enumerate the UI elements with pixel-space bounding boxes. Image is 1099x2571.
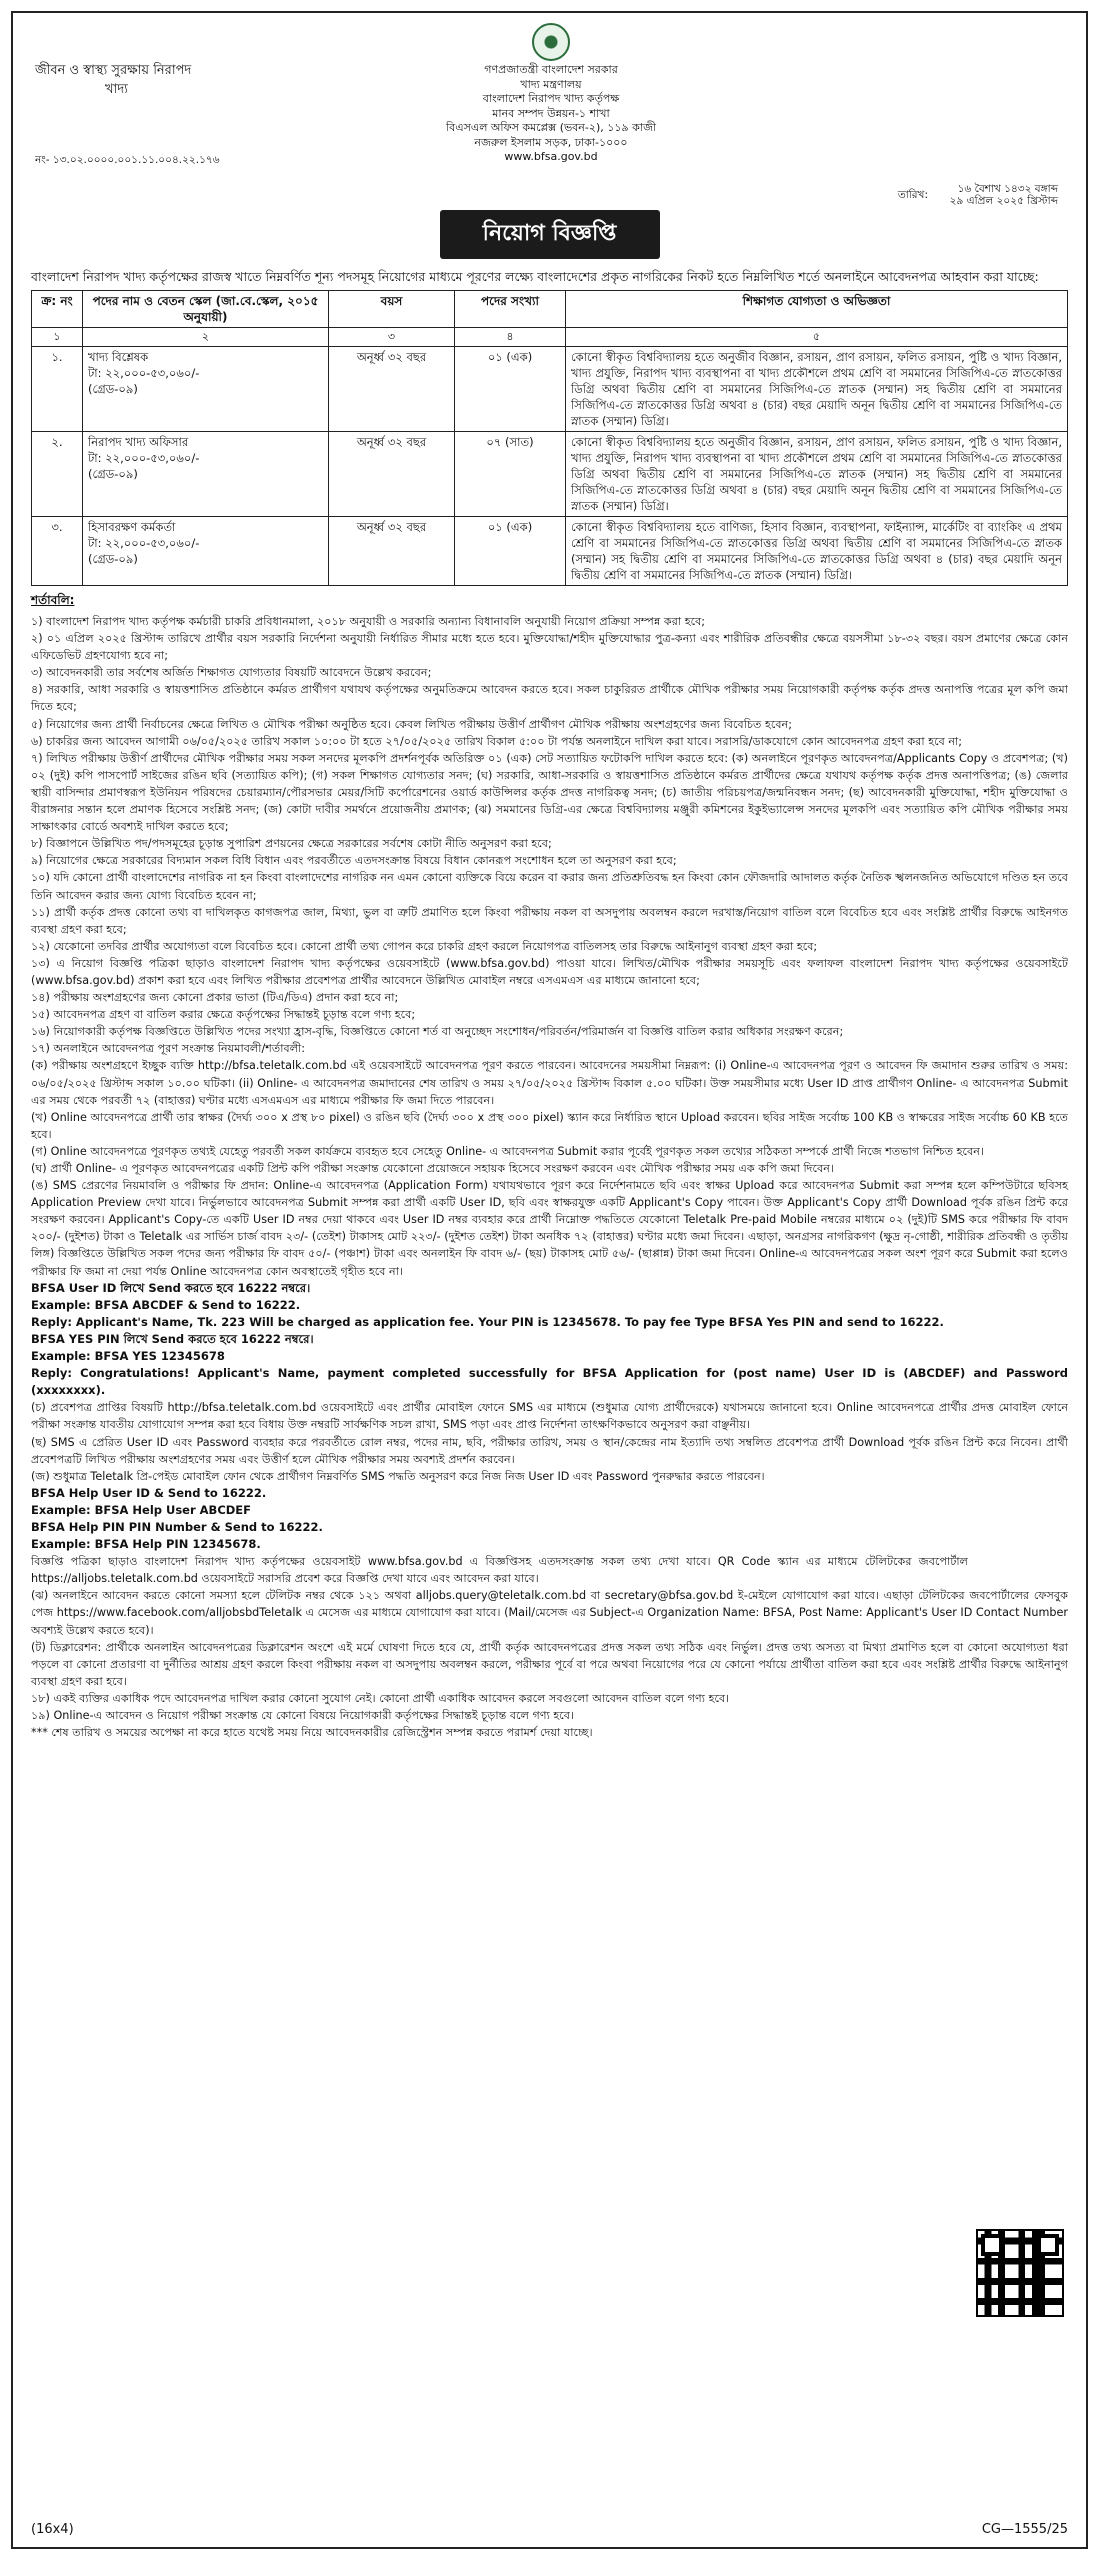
memo-number: নং- ১৩.০২.০০০০.০০১.১১.০০৪.২২.১৭৬ — [35, 154, 220, 166]
col-age: বয়স — [329, 291, 455, 328]
ministry-name: খাদ্য মন্ত্রণালয় — [520, 77, 582, 91]
qualification-cell: কোনো স্বীকৃত বিশ্ববিদ্যালয় হতে অনুজীব বিজ্ঞান, রসায়ন, প্রাণ রসায়ন, ফলিত রসায়ন, পুষ্টি ও খাদ্য বিজ্ঞান, খাদ্য প্রযুক্তি, নিরাপদ খাদ্য ব্যবস্থাপনা বা খাদ্য প্রকৌশলে প্রথম শ্রেণি বা সমমানের সিজিপিএ-তে স্নাতকোত্তর ডিগ্রি অথবা দ্বিতীয় শ্রেণি বা সমমানের সিজিপিএ-তে স্নাতক (সম্মান) সহ দ্বিতীয় শ্রেণি বা সমমানের সিজিপিএ-তে স্নাতকোত্তর ডিগ্রি অথবা ৪ (চার) বছর মেয়াদি অনূন দ্বিতীয় শ্রেণি বা সমমানের সিজিপিএ-তে স্নাতক (সম্মান) ডিগ্রি। — [566, 347, 1068, 432]
sms-example: Example: BFSA Help PIN 12345678. — [31, 1537, 261, 1552]
term-item: ১৮) একই ব্যক্তির একাধিক পদে আবেদনপত্র দাখিল করার কোনো সুযোগ নেই। কোনো প্রার্থী একাধিক আবেদন করলে সবগুলো আবেদন বাতিল বলে গণ্য হবে। — [31, 1691, 730, 1705]
website[interactable]: www.bfsa.gov.bd — [504, 150, 598, 163]
sms-instruction: BFSA Help PIN PIN Number & Send to 16222. — [31, 1519, 323, 1534]
index-cell: ৩ — [329, 328, 455, 347]
table-header-row — [32, 291, 1068, 328]
footer — [31, 2522, 1068, 2537]
term-item: (চ) প্রবেশপত্র প্রাপ্তির বিষয়টি http://bfsa.teletalk.com.bd ওয়েবসাইটে এবং প্রার্থীর মোবাইল ফোনে SMS এর মাধ্যমে (শুধুমাত্র যোগ্য প্রার্থীদেরকে) যথাসময়ে জানানো হবে। Online আবেদনপত্রে প্রার্থীর প্রদত্ত মোবাইল ফোনে পরীক্ষা সংক্রান্ত যাবতীয় যোগাযোগ সম্পন্ন করা হবে বিধায় উক্ত নম্বরটি সার্বক্ষণিক সচল রাখা, SMS পড়া এবং প্রাপ্ত নির্দেশনা তাৎক্ষণিকভাবে অনুসরণ করা বাঞ্ছনীয়। — [31, 1401, 1068, 1432]
count-cell: ০৭ (সাত) — [455, 432, 566, 517]
term-item: ১৬) নিয়োগকারী কর্তৃপক্ষ বিজ্ঞপ্তিতে উল্লিখিত পদের সংখ্যা হ্রাস-বৃদ্ধি, বিজ্ঞপ্তিতে কোনো শর্ত বা অনুচ্ছেদ সংশোধন/পরিবর্তন/পরিমার্জন বা বিজ্ঞপ্তি বাতিল করার অধিকার সংরক্ষণ করেন; — [31, 1025, 844, 1039]
branch-name: মানব সম্পদ উন্নয়ন-১ শাখা — [492, 106, 610, 120]
term-item: (ঘ) প্রার্থী Online- এ পূরণকৃত আবেদনপত্রের একটি প্রিন্ট কপি পরীক্ষা সংক্রান্ত যেকোনো প্রয়োজনে সহায়ক হিসেবে সংরক্ষণ করবেন এবং মৌখিক পরীক্ষার সময় এক কপি জমা দিবেন। — [31, 1162, 834, 1175]
table-row — [32, 347, 1068, 432]
grade: (গ্রেড-০৯) — [88, 467, 138, 481]
term-item: ১) বাংলাদেশ নিরাপদ খাদ্য কর্তৃপক্ষ কর্মচারী চাকরি প্রবিধানমালা, ২০১৮ অনুযায়ী ও সরকারি অন্যান্য বিধানাবলি অনুযায়ী নিয়োগ প্রক্রিয়া সম্পন্ন করা হবে; — [31, 615, 706, 628]
ad-size: (16x4) — [31, 2522, 74, 2537]
post-name: খাদ্য বিশ্লেষক — [88, 350, 149, 364]
term-item: ৩) আবেদনকারী তার সর্বশেষ অর্জিত শিক্ষাগত যোগ্যতার বিষয়টি আবেদনে উল্লেখ করবেন; — [31, 666, 432, 680]
count-cell: ০১ (এক) — [455, 347, 566, 432]
table-index-row — [32, 328, 1068, 347]
slogan: জীবন ও স্বাস্থ্য সুরক্ষায় নিরাপদ — [35, 63, 192, 78]
qualification-cell: কোনো স্বীকৃত বিশ্ববিদ্যালয় হতে বাণিজ্য, হিসাব বিজ্ঞান, ব্যবস্থাপনা, ফাইন্যান্স, মার্কেটিং বা ব্যাংকিং এ প্রথম শ্রেণি বা সমমানের সিজিপিএ-তে স্নাতকোত্তর ডিগ্রি অথবা দ্বিতীয় শ্রেণি বা সমমানের সিজিপিএ-তে স্নাতক (সম্মান) সহ দ্বিতীয় শ্রেণি বা সমমানের সিজিপিএ-তে স্নাতকোত্তর ডিগ্রি অথবা ৪ (চার) বছর মেয়াদি অনূন দ্বিতীয় শ্রেণি বা সমমানের সিজিপিএ-তে স্নাতক (সম্মান) ডিগ্রি। — [566, 517, 1068, 586]
term-item: ১৩) এ নিয়োগ বিজ্ঞপ্তি পত্রিকা ছাড়াও বাংলাদেশ নিরাপদ খাদ্য কর্তৃপক্ষের ওয়েবসাইটে (www.bfsa.gov.bd) পাওয়া যাবে। লিখিত/মৌখিক পরীক্ষার সময়সূচি এবং ফলাফল বাংলাদেশ নিরাপদ খাদ্য কর্তৃপক্ষের ওয়েবসাইটে (www.bfsa.gov.bd) প্রকাশ করা হবে এবং লিখিত পরীক্ষার প্রবেশপত্র প্রার্থীর আবেদনে উল্লিখিত মোবাইল নম্বরে এসএমএস এর মাধ্যমে জানানো হবে; — [31, 956, 1068, 987]
term-item: ১১) প্রার্থী কর্তৃক প্রদত্ত কোনো তথ্য বা দাখিলকৃত কাগজপত্র জাল, মিথ্যা, ভুল বা ত্রুটি প্রমাণিত হলে কিংবা পরীক্ষায় নকল বা অসদুপায় অবলম্বন করলে দরখাস্ত/নিয়োগ বাতিল বলে বিবেচিত হবে এবং সংশ্লিষ্ট প্রার্থীর বিরুদ্ধে আইনগত ব্যবস্থা গ্রহণ করা হবে; — [31, 905, 1068, 936]
sms-reply: Reply: Applicant's Name, Tk. 223 Will be charged as application fee. Your PIN is 12345678. To pay fee Type BFSA Yes PIN and send to 16222. — [31, 1314, 944, 1329]
ad-code: CG—1555/25 — [981, 2522, 1068, 2537]
term-item: ২) ০১ এপ্রিল ২০২৫ খ্রিস্টাব্দ তারিখে প্রার্থীর বয়স সরকারি নির্দেশনা অনুযায়ী নির্ধারিত সীমার মধ্যে হতে হবে। মুক্তিযোদ্ধা/শহীদ মুক্তিযোদ্ধার পুত্র-কন্যা এবং শারীরিক প্রতিবন্ধীর ক্ষেত্রে বয়সসীমা ১৮-৩২ বছর। বয়স প্রমাণের ক্ষেত্রে কোন এফিডেভিট গ্রহণযোগ্য হবে না; — [31, 632, 1068, 663]
count-cell: ০১ (এক) — [455, 517, 566, 586]
address-line2: নজরুল ইসলাম সড়ক, ঢাকা-১০০০ — [474, 135, 628, 149]
sms-instruction: BFSA User ID লিখে Send করতে হবে 16222 নম্বরে। — [31, 1280, 311, 1295]
term-item: ১৭) অনলাইনে আবেদনপত্র পূরণ সংক্রান্ত নিয়মাবলী/শর্তাবলী: — [31, 1042, 306, 1056]
term-item: (ঙ) SMS প্রেরণের নিয়মাবলি ও পরীক্ষার ফি প্রদান: Online-এ আবেদনপত্র (Application Form) যথাযথভাবে পূরণ করে নির্দেশনামতে ছবি এবং স্বাক্ষর Upload করে আবেদনপত্র Submit করা সম্পন্ন হলে কম্পিউটারে ছবিসহ Application Preview দেখা যাবে। নির্ভুলভাবে আবেদনপত্র Submit সম্পন্ন করা প্রার্থী একটি User ID, ছবি এবং স্বাক্ষরযুক্ত একটি Applicant's Copy পাবেন। উক্ত Applicant's Copy প্রার্থী Download পূর্বক রঙিন প্রিন্ট করে সংরক্ষণ করবেন। Applicant's Copy-তে একটি User ID নম্বর দেয়া থাকবে এবং User ID নম্বর ব্যবহার করে প্রার্থী নিম্নোক্ত পদ্ধতিতে যেকোনো Teletalk Pre-paid Mobile নম্বরের মাধ্যমে ০২ (দুই)টি SMS করে পরীক্ষার ফি বাবদ ২০০/- (দুইশত) টাকা ও Teletalk এর সার্ভিস চার্জ বাবদ ২৩/- (তেইশ) টাকাসহ মোট ২২৩/- (দুইশত তেইশ) টাকা অনধিক ৭২ (বাহাত্তর) ঘণ্টার মধ্যে জমা দিবেন। এছাড়া, অনগ্রসর নাগরিকগণ (ক্ষুদ্র নৃ-গোষ্ঠী, শারীরিক প্রতিবন্ধী ও তৃতীয় লিঙ্গ) বিজ্ঞপ্তিতে উল্লিখিত সকল পদের জন্য পরীক্ষার ফি বাবদ ৫০/- (পঞ্চাশ) টাকা এবং অনলাইন ফি বাবদ ৬/- (ছয়) টাকাসহ মোট ৫৬/- (ছাপ্পান্ন) টাকা জমা দিবেন। Online-এ আবেদনপত্রের সকল অংশ পূরণ করে Submit করা হলেও পরীক্ষার ফি জমা না দেয়া পর্যন্ত Online আবেদনপত্র কোন অবস্থাতেই গৃহীত হবে না। — [31, 1179, 1068, 1278]
term-item: ৭) লিখিত পরীক্ষায় উত্তীর্ণ প্রার্থীদের মৌখিক পরীক্ষার সময় সকল সনদের মূলকপি প্রদর্শনপূর্বক অতিরিক্ত ০১ (এক) সেট সত্যায়িত ফটোকপি দাখিল করতে হবে: (ক) অনলাইনে পূরণকৃত আবেদনপত্র/Applicants Copy ও প্রবেশপত্র; (খ) ০২ (দুই) কপি পাসপোর্ট সাইজের রঙিন ছবি (সত্যায়িত কপি); (গ) সকল শিক্ষাগত যোগ্যতার সনদ; (ঘ) সরকারি, আধা-সরকারি ও স্বায়ত্তশাসিত প্রতিষ্ঠানে কর্মরত প্রার্থীদের ক্ষেত্রে যথাযথ কর্তৃপক্ষ কর্তৃক প্রদত্ত অনাপত্তিপত্র; (ঙ) জেলার স্থায়ী বাসিন্দার প্রমাণস্বরূপ ইউনিয়ন পরিষদের চেয়ারম্যান/পৌরসভার মেয়র/সিটি কর্পোরেশনের ওয়ার্ড কাউন্সিলর কর্তৃক প্রদত্ত নাগরিকত্ব সনদ; (চ) জাতীয় পরিচয়পত্র/জন্মনিবন্ধন সনদ; (ছ) আবেদনকারী মুক্তিযোদ্ধা, শহীদ মুক্তিযোদ্ধা ও বীরাঙ্গনার সন্তান হলে প্রমাণক হিসেবে সংশ্লিষ্ট সনদ; (জ) কোটা দাবীর সমর্থনে প্রয়োজনীয় প্রমাণক; (ঝ) সমমানের ডিগ্রি-এর ক্ষেত্রে বিশ্ববিদ্যালয় মঞ্জুরী কমিশনের ইকুইভ্যালেন্স সনদের মূলকপি এবং সত্যায়িত কপি মৌখিক পরীক্ষার সময় সাক্ষাৎকার বোর্ডে অবশ্যই দাখিল করতে হবে; — [31, 751, 1068, 834]
posts-table — [31, 290, 1068, 586]
age-cell: অনূর্ধ্ব ৩২ বছর — [329, 517, 455, 586]
notice-page — [11, 11, 1088, 2549]
term-item: ১২) যেকোনো তদবির প্রার্থীর অযোগ্যতা বলে বিবেচিত হবে। কোনো প্রার্থী তথ্য গোপন করে চাকরি গ্রহণ করলে নিয়োগপত্র বাতিলসহ তার বিরুদ্ধে আইনানুগ ব্যবস্থা গ্রহণ করা হবে; — [31, 939, 818, 953]
header — [31, 21, 1068, 206]
sms-instruction: BFSA Help User ID & Send to 16222. — [31, 1485, 267, 1500]
qualification-cell: কোনো স্বীকৃত বিশ্ববিদ্যালয় হতে অনুজীব বিজ্ঞান, রসায়ন, প্রাণ রসায়ন, ফলিত রসায়ন, পুষ্টি ও খাদ্য বিজ্ঞান, খাদ্য প্রযুক্তি, নিরাপদ খাদ্য ব্যবস্থাপনা বা খাদ্য প্রকৌশলে প্রথম শ্রেণি বা সমমানের সিজিপিএ-তে স্নাতকোত্তর ডিগ্রি অথবা দ্বিতীয় শ্রেণি বা সমমানের সিজিপিএ-তে স্নাতক (সম্মান) সহ দ্বিতীয় শ্রেণি বা সমমানের সিজিপিএ-তে স্নাতকোত্তর ডিগ্রি অথবা ৪ (চার) বছর মেয়াদি অনূন দ্বিতীয় শ্রেণি বা সমমানের সিজিপিএ-তে স্নাতক (সম্মান) ডিগ্রি। — [566, 432, 1068, 517]
table-row — [32, 432, 1068, 517]
term-item: ৬) চাকরির জন্য আবেদন আগামী ০৬/০৫/২০২৫ তারিখ সকাল ১০:০০ টা হতে ২৭/০৫/২০২৫ তারিখ বিকাল ৫:০০ টা পর্যন্ত অনলাইনে দাখিল করা যাবে। সরাসরি/ডাকযোগে কোন আবেদনপত্র গ্রহণ করা হবে না; — [31, 734, 963, 748]
index-cell: ১ — [32, 328, 83, 347]
gov-name: গণপ্রজাতন্ত্রী বাংলাদেশ সরকার — [484, 63, 618, 76]
serial-cell: ২. — [32, 432, 83, 517]
serial-cell: ১. — [32, 347, 83, 432]
grade: (গ্রেড-০৯) — [88, 552, 138, 566]
serial-cell: ৩. — [32, 517, 83, 586]
index-cell: ৪ — [455, 328, 566, 347]
post-cell — [83, 347, 329, 432]
post-cell — [83, 432, 329, 517]
table-row — [32, 517, 1068, 586]
sms-example: Example: BFSA ABCDEF & Send to 16222. — [31, 1297, 301, 1312]
age-cell: অনূর্ধ্ব ৩২ বছর — [329, 432, 455, 517]
sms-reply: Reply: Congratulations! Applicant's Name, payment completed successfully for BFSA Application for (post name) User ID is (ABCDEF) and Password (xxxxxxxx). — [31, 1366, 1068, 1398]
slogan-line2: খাদ্য — [105, 82, 128, 97]
date-english: ২৯ এপ্রিল ২০২৫ খ্রিস্টাব্দ — [949, 195, 1058, 207]
term-item: (গ) Online আবেদনপত্রে পূরণকৃত তথ্যই যেহেতু পরবর্তী সকল কার্যক্রমে ব্যবহৃত হবে সেহেতু Online- এ আবেদনপত্র Submit করার পূর্বেই পূরণকৃত সকল তথ্যের সঠিকতা সম্পর্কে প্রার্থী নিজে শতভাগ নিশ্চিত হবেন। — [31, 1144, 984, 1158]
post-name: নিরাপদ খাদ্য অফিসার — [88, 435, 189, 449]
term-item: (ছ) SMS এ প্রেরিত User ID এবং Password ব্যবহার করে পরবর্তীতে রোল নম্বর, পদের নাম, ছবি, পরীক্ষার তারিখ, সময় ও স্থান/কেন্দ্রের নাম ইত্যাদি তথ্য সম্বলিত প্রবেশপত্র প্রার্থী Download পূর্বক রঙিন প্রিন্ট করে নিবেন। প্রার্থী প্রবেশপত্রটি লিখিত পরীক্ষায় অংশগ্রহণের সময় এবং উত্তীর্ণ হলে মৌখিক পরীক্ষার সময় অবশ্যই প্রদর্শন করবেন। — [31, 1435, 1068, 1466]
col-serial: ক্র: নং — [32, 291, 83, 328]
notice-title: নিয়োগ বিজ্ঞপ্তি — [440, 210, 660, 259]
pay-scale: টা: ২২,০০০-৫৩,০৬০/- — [88, 366, 200, 380]
term-item: ৫) নিয়োগের জন্য প্রার্থী নির্বাচনের ক্ষেত্রে লিখিত ও মৌখিক পরীক্ষা অনুষ্ঠিত হবে। কেবল লিখিত পরীক্ষায় উত্তীর্ণ প্রার্থীগণ মৌখিক পরীক্ষায় অংশগ্রহণের জন্য বিবেচিত হবেন; — [31, 717, 792, 731]
post-cell — [83, 517, 329, 586]
sms-instruction: BFSA YES PIN লিখে Send করতে হবে 16222 নম্বরে। — [31, 1331, 314, 1346]
intro-text: বাংলাদেশ নিরাপদ খাদ্য কর্তৃপক্ষের রাজস্ব খাতে নিম্নবর্ণিত শূন্য পদসমূহ নিয়োগের মাধ্যমে পূরণের লক্ষ্যে বাংলাদেশের প্রকৃত নাগরিকের নিকট হতে নিম্নলিখিত শর্তে অনলাইনে আবেদনপত্র আহবান করা যাচ্ছে: — [31, 269, 1039, 284]
col-post-name: পদের নাম ও বেতন স্কেল (জা.বে.স্কেল, ২০১৫ অনুযায়ী) — [83, 291, 329, 328]
col-post-count: পদের সংখ্যা — [455, 291, 566, 328]
age-cell: অনূর্ধ্ব ৩২ বছর — [329, 347, 455, 432]
term-item: (জ) শুধুমাত্র Teletalk প্রি-পেইড মোবাইল ফোন থেকে প্রার্থীগণ নিম্নবর্ণিত SMS পদ্ধতি অনুসরণ করে নিজ নিজ User ID এবং Password পুনরুদ্ধার করতে পারবেন। — [31, 1469, 765, 1483]
grade: (গ্রেড-০৯) — [88, 382, 138, 396]
pay-scale: টা: ২২,০০০-৫৩,০৬০/- — [88, 536, 200, 550]
index-cell: ৫ — [566, 328, 1068, 347]
pay-scale: টা: ২২,০০০-৫৩,০৬০/- — [88, 451, 200, 465]
sms-example: Example: BFSA YES 12345678 — [31, 1349, 225, 1364]
date-label: তারিখ: — [897, 189, 928, 201]
authority-name: বাংলাদেশ নিরাপদ খাদ্য কর্তৃপক্ষ — [482, 92, 620, 105]
sms-example: Example: BFSA Help User ABCDEF — [31, 1502, 252, 1517]
date-bangla: ১৬ বৈশাখ ১৪৩২ বঙ্গাব্দ — [957, 183, 1058, 195]
term-item: ৮) বিজ্ঞাপনে উল্লিখিত পদ/পদসমূহের চূড়ান্ত সুপারিশ প্রণয়নের ক্ষেত্রে সরকারের সর্বশেষ কোটা নীতি অনুসরণ করা হবে; — [31, 837, 552, 851]
government-emblem-icon — [532, 23, 570, 61]
term-item: *** শেষ তারিখ ও সময়ের অপেক্ষা না করে হাতে যথেষ্ট সময় নিয়ে আবেদনকারীর রেজিস্ট্রেশন সম্পন্ন করতে পরামর্শ দেয়া যাচ্ছে। — [31, 1726, 593, 1740]
terms-list — [31, 613, 1068, 1741]
header-date — [897, 183, 1058, 207]
term-item: (ক) পরীক্ষায় অংশগ্রহণে ইচ্ছুক ব্যক্তি http://bfsa.teletalk.com.bd এই ওয়েবসাইটে আবেদনপত্র পূরণ করতে পারবেন। আবেদনের সময়সীমা নিম্নরূপ: (i) Online-এ আবেদনপত্র পূরণ ও আবেদন ফি জমাদান শুরুর তারিখ ও সময়: ০৬/০৫/২০২৫ খ্রিস্টাব্দ সকাল ১০.০০ ঘটিকা। (ii) Online- এ আবেদনপত্র জমাদানের শেষ তারিখ ও সময় ২৭/০৫/২০২৫ খ্রিস্টাব্দ বিকাল ৫.০০ ঘটিকা। উক্ত সময়সীমার মধ্যে User ID প্রাপ্ত প্রার্থীগণ Online- এ আবেদনপত্র Submit এর সময় থেকে পরবর্তী ৭২ (বাহাত্তর) ঘণ্টার মধ্যে এসএমএস এর মাধ্যমে পরীক্ষার ফি জমা দিতে পারবেন। — [31, 1059, 1068, 1107]
term-item: ৪) সরকারি, আধা সরকারি ও স্বায়ত্তশাসিত প্রতিষ্ঠানে কর্মরত প্রার্থীগণ যথাযথ কর্তৃপক্ষের অনুমতিক্রমে আবেদন করতে হবে। সকল চাকুরিরত প্রার্থীকে মৌখিক পরীক্ষার সময় নিয়োগকারী কর্তৃপক্ষ কর্তৃক প্রদত্ত অনাপত্তি পত্রের মূল কপি জমা দিতে হবে; — [31, 683, 1068, 714]
term-item: (ঝ) অনলাইনে আবেদন করতে কোনো সমস্যা হলে টেলিটক নম্বর থেকে ১২১ অথবা alljobs.query@teletalk.com.bd বা secretary@bfsa.gov.bd ই-মেইলে যোগাযোগ করা যাবে। এছাড়া টেলিটকের জবপোর্টালের ফেসবুক পেজ https://www.facebook.com/alljobsbdTeletalk এ মেসেজ এর মাধ্যমে যোগাযোগ করা যাবে। (Mail/মেসেজ এর Subject-এ Organization Name: BFSA, Post Name: Applicant's User ID Contact Number অবশ্যই উল্লেখ করতে হবে)। — [31, 1589, 1068, 1637]
term-item: ১৪) পরীক্ষায় অংশগ্রহণের জন্য কোনো প্রকার ভাতা (টিএ/ডিএ) প্রদান করা হবে না; — [31, 991, 399, 1005]
term-item: ১৯) Online-এ আবেদন ও নিয়োগ পরীক্ষা সংক্রান্ত যে কোনো বিষয়ে নিয়োগকারী কর্তৃপক্ষের সিদ্ধান্তই চূড়ান্ত বলে গণ্য হবে। — [31, 1709, 575, 1722]
header-center — [331, 23, 771, 165]
term-item: (খ) Online আবেদনপত্রে প্রার্থী তার স্বাক্ষর (দৈর্ঘ্য ৩০০ x প্রস্থ ৮০ pixel) ও রঙিন ছবি (দৈর্ঘ্য ৩০০ x প্রস্থ ৩০০ pixel) স্ক্যান করে নির্ধারিত স্থানে Upload করবেন। ছবির সাইজ সর্বোচ্চ 100 KB ও স্বাক্ষরের সাইজ সর্বোচ্চ 60 KB হতে হবে। — [31, 1110, 1068, 1141]
col-qualification: শিক্ষাগত যোগ্যতা ও অভিজ্ঞতা — [566, 291, 1068, 328]
qr-code-icon[interactable] — [976, 2229, 1064, 2317]
header-left — [35, 61, 220, 170]
index-cell: ২ — [83, 328, 329, 347]
terms-heading: শর্তাবলি: — [31, 593, 75, 607]
address-line1: বিএসএল অফিস কমপ্লেক্স (ভবন-২), ১১৯ কাজী — [445, 121, 657, 134]
term-item: (ট) ডিক্লারেশন: প্রার্থীকে অনলাইন আবেদনপত্রের ডিক্লারেশন অংশে এই মর্মে ঘোষণা দিতে হবে যে, প্রার্থী কর্তৃক আবেদনপত্রের প্রদত্ত সকল তথ্য সঠিক এবং নির্ভুল। প্রদত্ত তথ্য অসত্য বা মিথ্যা প্রমাণিত হলে বা কোনো অযোগ্যতা ধরা পড়লে বা কোনো প্রতারণা বা দুর্নীতির আশ্রয় গ্রহণ করলে কিংবা পরীক্ষায় নকল বা অসদুপায় অবলম্বন করলে, পরীক্ষার পূর্বে বা পরে অথবা নিয়োগের পরে যে কোনো পর্যায়ে প্রার্থীতা বাতিল করা হবে এবং সংশ্লিষ্ট প্রার্থীর বিরুদ্ধে আইনানুগ ব্যবস্থা গ্রহণ করা হবে। — [31, 1640, 1068, 1688]
term-item: ১৫) আবেদনপত্র গ্রহণ বা বাতিল করার ক্ষেত্রে কর্তৃপক্ষের সিদ্ধান্তই চূড়ান্ত বলে গণ্য হবে; — [31, 1008, 416, 1022]
post-name: হিসাবরক্ষণ কর্মকর্তা — [88, 520, 176, 534]
term-item: ৯) নিয়োগের ক্ষেত্রে সরকারের বিদ্যমান সকল বিধি বিধান এবং পরবর্তীতে এতদসংক্রান্ত বিষয়ে বিধান কোনরূপ সংশোধন হলে তা অনুসরণ করা হবে; — [31, 854, 677, 868]
term-item: বিজ্ঞপ্তি পত্রিকা ছাড়াও বাংলাদেশ নিরাপদ খাদ্য কর্তৃপক্ষের ওয়েবসাইট www.bfsa.gov.bd এ বিজ্ঞপ্তিসহ এতদসংক্রান্ত সকল তথ্য দেখা যাবে। QR Code স্ক্যান এর মাধ্যমে টেলিটকের জবপোর্টাল https://alljobs.teletalk.com.bd ওয়েবসাইটে সরাসরি প্রবেশ করে বিজ্ঞপ্তি দেখা যাবে এবং আবেদন করা যাবে। — [31, 1555, 968, 1586]
term-item: ১০) যদি কোনো প্রার্থী বাংলাদেশের নাগরিক না হন কিংবা বাংলাদেশের নাগরিক নন এমন কোনো ব্যক্তিকে বিয়ে করেন বা করার জন্য প্রতিশ্রুতিবদ্ধ হন কিংবা কোন ফৌজদারি আদালত কর্তৃক নৈতিক স্খলনজনিত অভিযোগে দণ্ডিত হন তবে তিনি আবেদন করার জন্য যোগ্য বিবেচিত হবেন না; — [31, 871, 1068, 902]
